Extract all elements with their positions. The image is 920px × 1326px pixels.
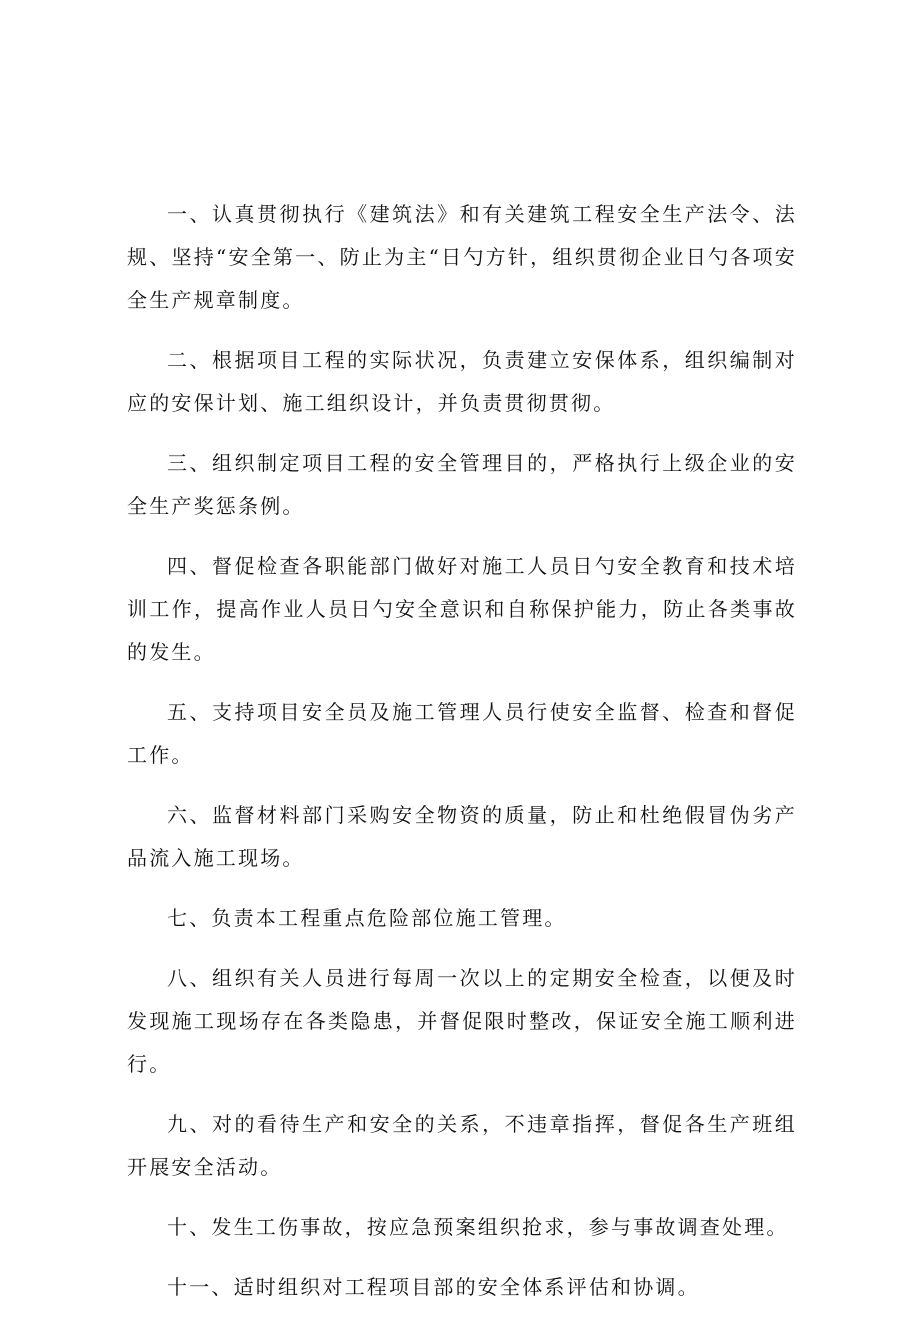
paragraph-6: 六、监督材料部门采购安全物资的质量，防止和杜绝假冒伪劣产品流入施工现场。 [127, 803, 797, 870]
paragraph-5: 五、支持项目安全员及施工管理人员行使安全监督、检查和督促工作。 [127, 700, 797, 767]
paragraph-9: 九、对的看待生产和安全的关系，不违章指挥，督促各生产班组开展安全活动。 [127, 1112, 797, 1179]
paragraph-2: 二、根据项目工程的实际状况，负责建立安保体系，组织编制对应的安保计划、施工组织设计，并负责贯彻贯彻。 [127, 348, 797, 415]
paragraph-8: 八、组织有关人员进行每周一次以上的定期安全检查，以便及时发现施工现场存在各类隐患，并督促限时整改，保证安全施工顺利进行。 [127, 966, 797, 1076]
paragraph-3: 三、组织制定项目工程的安全管理目的，严格执行上级企业的安全生产奖惩条例。 [127, 451, 797, 518]
document-body [127, 193, 797, 1326]
paragraph-11: 十一、适时组织对工程项目部的安全体系评估和协调。 [167, 1275, 700, 1299]
paragraph-10: 十、发生工伤事故，按应急预案组织抢求，参与事故调查处理。 [167, 1215, 789, 1239]
paragraph-1: 一、认真贯彻执行《建筑法》和有关建筑工程安全生产法令、法规、坚持“安全第一、防止为主“日勺方针，组织贯彻企业日勺各项安全生产规章制度。 [127, 202, 797, 312]
paragraph-4: 四、督促检查各职能部门做好对施工人员日勺安全教育和技术培训工作，提高作业人员日勺安全意识和自称保护能力，防止各类事故的发生。 [127, 554, 797, 664]
paragraph-7: 七、负责本工程重点危险部位施工管理。 [167, 906, 567, 930]
